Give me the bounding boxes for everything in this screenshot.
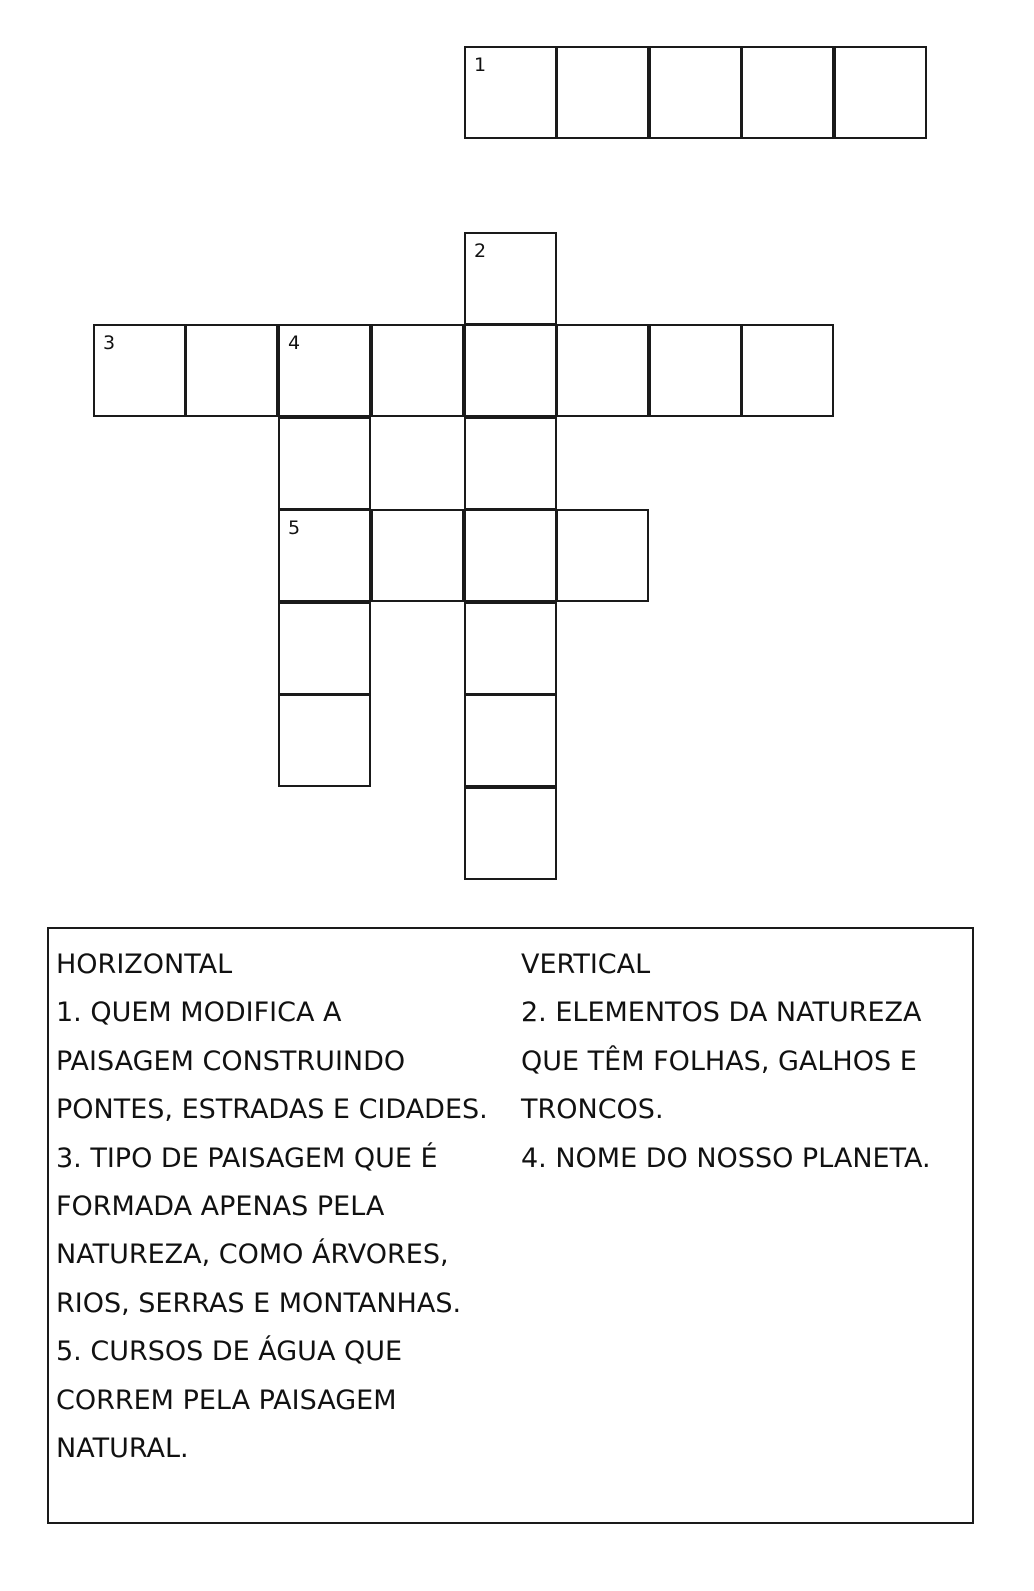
crossword-cell[interactable] <box>278 602 371 695</box>
crossword-cell[interactable] <box>93 324 186 417</box>
crossword-cell[interactable] <box>464 787 557 880</box>
crossword-cell[interactable] <box>464 509 557 602</box>
crossword-cell[interactable] <box>556 324 649 417</box>
clue-number-4: 4 <box>288 332 301 354</box>
crossword-cell[interactable] <box>556 509 649 602</box>
clue-line: RIOS, SERRAS E MONTANHAS. <box>56 1287 462 1319</box>
clue-line: NATUREZA, COMO ÁRVORES, <box>56 1239 449 1271</box>
clue-number-2: 2 <box>474 240 487 262</box>
crossword-cell[interactable] <box>464 324 557 417</box>
horizontal-clues <box>56 941 506 1473</box>
crossword-cell[interactable] <box>278 417 371 510</box>
clue-line: QUE TÊM FOLHAS, GALHOS E <box>521 1045 917 1077</box>
clues-box <box>47 927 974 1524</box>
crossword-cell[interactable] <box>371 324 464 417</box>
crossword-cell[interactable] <box>464 694 557 787</box>
crossword-cell[interactable] <box>834 46 927 139</box>
crossword-cell[interactable] <box>464 232 557 325</box>
crossword-cell[interactable] <box>464 602 557 695</box>
vertical-clues <box>521 941 961 1183</box>
crossword-cell[interactable] <box>278 509 371 602</box>
vertical-title: VERTICAL <box>521 949 651 980</box>
clue-line: PAISAGEM CONSTRUINDO <box>56 1045 406 1077</box>
clue-line: TRONCOS. <box>521 1094 664 1126</box>
clue-line: FORMADA APENAS PELA <box>56 1191 385 1223</box>
clue-line: 2. ELEMENTOS DA NATUREZA <box>521 997 922 1029</box>
clue-line: NATURAL. <box>56 1433 189 1465</box>
crossword-cell[interactable] <box>649 324 742 417</box>
clue-line: CORREM PELA PAISAGEM <box>56 1384 397 1416</box>
clue-line: 5. CURSOS DE ÁGUA QUE <box>56 1336 403 1368</box>
clue-number-3: 3 <box>103 332 116 354</box>
clue-line: 3. TIPO DE PAISAGEM QUE É <box>56 1142 438 1174</box>
clue-line: PONTES, ESTRADAS E CIDADES. <box>56 1094 488 1126</box>
clue-number-1: 1 <box>474 54 487 76</box>
crossword-cell[interactable] <box>741 324 834 417</box>
crossword-cell[interactable] <box>464 417 557 510</box>
crossword-cell[interactable] <box>556 46 649 139</box>
crossword-cell[interactable] <box>371 509 464 602</box>
crossword-cell[interactable] <box>649 46 742 139</box>
horizontal-title: HORIZONTAL <box>56 949 233 980</box>
crossword-cell[interactable] <box>185 324 278 417</box>
clue-number-5: 5 <box>288 517 301 539</box>
crossword-cell[interactable] <box>741 46 834 139</box>
clue-line: 1. QUEM MODIFICA A <box>56 997 342 1029</box>
crossword-cell[interactable] <box>464 46 557 139</box>
crossword-cell[interactable] <box>278 324 371 417</box>
crossword-cell[interactable] <box>278 694 371 787</box>
clue-line: 4. NOME DO NOSSO PLANETA. <box>521 1142 931 1174</box>
